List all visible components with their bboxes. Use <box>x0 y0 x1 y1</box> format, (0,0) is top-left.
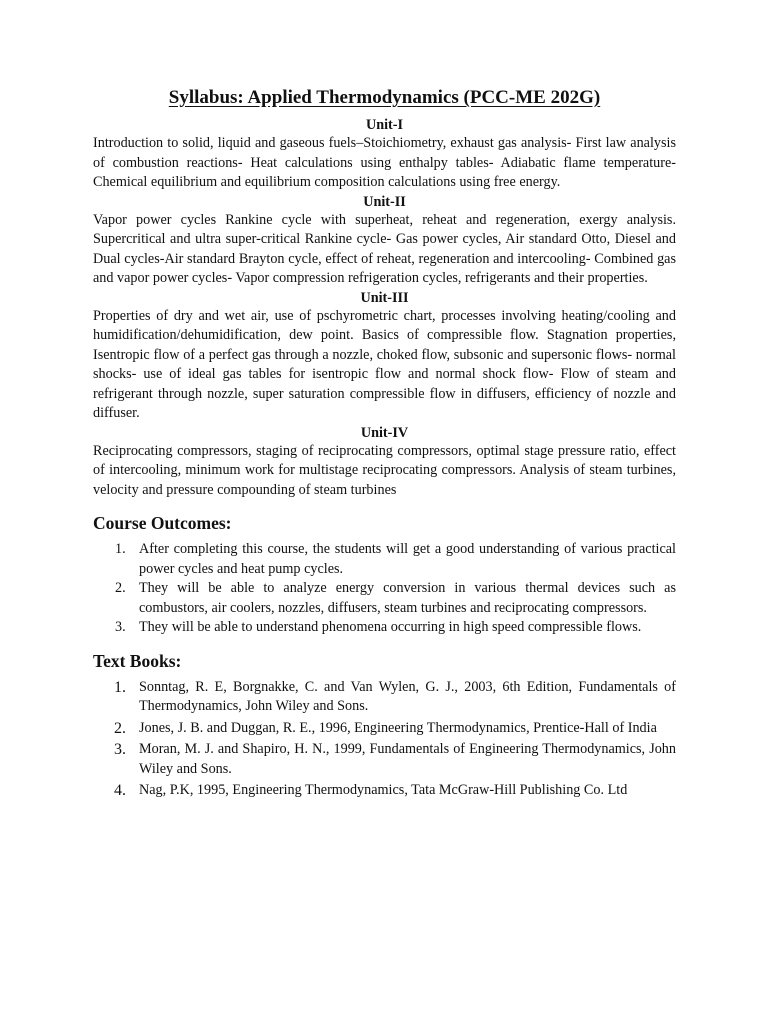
page-title: Syllabus: Applied Thermodynamics (PCC-ME 202G) <box>168 87 601 108</box>
text-books-section <box>93 650 676 801</box>
list-item-number: 4. <box>114 782 126 799</box>
list-item <box>93 781 676 801</box>
unit-3-body: Properties of dry and wet air, use of pschyrometric chart, processes involving heating/cooling and humidification/dehumidification, dew point. Basics of compressible flow. Stagnation properties, Isentropic flow of a perfect gas through a nozzle, choked flow, subsonic and supersonic flows- normal shocks- use of ideal gas tables for isentropic flow and normal shock flow- Flow of steam and refrigerant through nozzle, super saturation compressible flow in diffusers, efficiency of nozzle and diffuser. <box>93 307 676 421</box>
list-item <box>93 618 676 638</box>
list-item-number: 2. <box>114 719 126 737</box>
unit-1-section <box>93 116 676 193</box>
list-item <box>93 540 676 579</box>
unit-1-body: Introduction to solid, liquid and gaseous fuels–Stoichiometry, exhaust gas analysis- First law analysis of combustion reactions- Heat calculations using enthalpy tables- Adiabatic flame temperature- Chemical equilibrium and equilibrium composition calculations using free energy. <box>93 135 676 190</box>
unit-4-section <box>93 424 676 501</box>
course-outcomes-section <box>93 512 676 638</box>
list-item-text: Jones, J. B. and Duggan, R. E., 1996, Engineering Thermodynamics, Prentice-Hall of India <box>139 719 657 736</box>
list-item <box>93 678 676 717</box>
list-item-number: 1. <box>115 541 126 557</box>
list-item-number: 1. <box>114 678 126 696</box>
unit-2-section <box>93 193 676 289</box>
list-item-text: They will be able to understand phenomena occurring in high speed compressible flows. <box>139 619 642 635</box>
list-item-text: They will be able to analyze energy conversion in various thermal devices such as combustors, air coolers, nozzles, diffusers, steam turbines and reciprocating compressors. <box>139 580 676 616</box>
unit-3-heading: Unit-III <box>360 289 409 306</box>
list-item <box>93 740 676 779</box>
unit-4-body: Reciprocating compressors, staging of reciprocating compressors, optimal stage pressure ratio, effect of intercooling, minimum work for multistage reciprocating compressors. Analysis of steam turbines, velocity and pressure compounding of steam turbines <box>93 442 676 498</box>
text-books-heading: Text Books: <box>93 650 182 671</box>
list-item-text: Moran, M. J. and Shapiro, H. N., 1999, Fundamentals of Engineering Thermodynamics, John Wiley and Sons. <box>139 741 676 777</box>
list-item <box>93 579 676 618</box>
unit-4-heading: Unit-IV <box>360 424 409 441</box>
list-item-text: Sonntag, R. E, Borgnakke, C. and Van Wylen, G. J., 2003, 6th Edition, Fundamentals of Thermodynamics, John Wiley and Sons. <box>139 678 676 714</box>
unit-2-heading: Unit-II <box>363 193 406 210</box>
syllabus-page <box>93 86 676 803</box>
unit-2-body: Vapor power cycles Rankine cycle with superheat, reheat and regeneration, exergy analysis. Supercritical and ultra super-critical Rankine cycle- Gas power cycles, Air standard Otto, Diesel and Dual cycles-Air standard Brayton cycle, effect of reheat, regeneration and intercooling- Combined gas and vapor power cycles- Vapor compression refrigeration cycles, refrigerants and their properties. <box>93 211 676 286</box>
list-item-number: 2. <box>115 580 126 596</box>
list-item <box>93 719 676 739</box>
list-item-number: 3. <box>115 619 126 635</box>
list-item-number: 3. <box>114 741 126 758</box>
unit-3-section <box>93 289 676 424</box>
list-item-text: Nag, P.K, 1995, Engineering Thermodynamics, Tata McGraw-Hill Publishing Co. Ltd <box>139 782 628 798</box>
course-outcomes-heading: Course Outcomes: <box>93 513 232 533</box>
unit-1-heading: Unit-I <box>365 117 404 133</box>
course-outcomes-list <box>93 540 676 638</box>
list-item-text: After completing this course, the students will get a good understanding of various practical power cycles and heat pump cycles. <box>139 541 676 577</box>
text-books-list <box>93 678 676 801</box>
